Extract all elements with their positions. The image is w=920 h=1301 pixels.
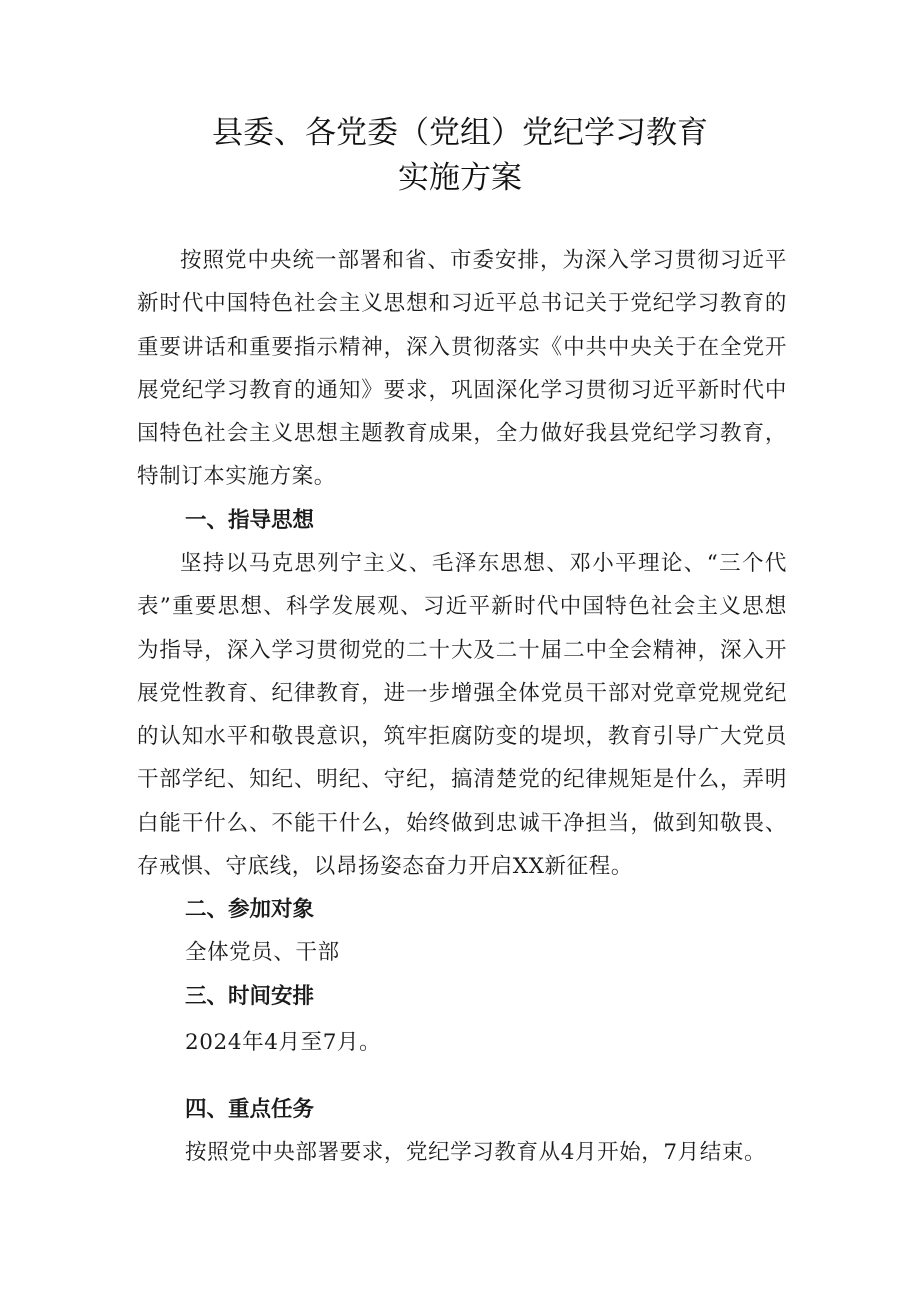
section-heading-participants: 二、参加对象 [185, 897, 315, 922]
document-title-line-2: 实施方案 [398, 160, 522, 196]
intro-paragraph: 按照党中央统一部署和省、市委安排，为深入学习贯彻习近平新时代中国特色社会主义思想和习近平总书记关于党纪学习教育的重要讲话和重要指示精神，深入贯彻落实《中共中央关于在全党开展党纪学习教育的通知》要求，巩固深化学习贯彻习近平新时代中国特色社会主义思想主题教育成果，全力做好我县党纪学习教育，特制订本实施方案。 [137, 248, 787, 490]
section-body-participants: 全体党员、干部 [185, 940, 340, 965]
section-heading-guiding-ideology: 一、指导思想 [185, 508, 315, 533]
section-body-key-tasks: 按照党中央部署要求，党纪学习教育从4月开始，7月结束。 [185, 1140, 767, 1165]
section-body-guiding-ideology: 坚持以马克思列宁主义、毛泽东思想、邓小平理论、“三个代表”重要思想、科学发展观、习近平新时代中国特色社会主义思想为指导，深入学习贯彻党的二十大及二十届二中全会精神，深入开展党性教育、纪律教育，进一步增强全体党员干部对党章党规党纪的认知水平和敬畏意识，筑牢拒腐防变的堤坝，教育引导广大党员干部学纪、知纪、明纪、守纪，搞清楚党的纪律规矩是什么，弄明白能干什么、不能干什么，始终做到忠诚干净担当，做到知敬畏、存戒惧、守底线，以昂扬姿态奋力开启XX新征程。 [137, 551, 787, 880]
section-body-schedule: 2024年4月至7月。 [185, 1030, 382, 1055]
section-heading-schedule: 三、时间安排 [185, 984, 315, 1009]
document-title-line-1: 县委、各党委（党组）党纪学习教育 [212, 115, 708, 151]
section-heading-key-tasks: 四、重点任务 [185, 1097, 315, 1122]
